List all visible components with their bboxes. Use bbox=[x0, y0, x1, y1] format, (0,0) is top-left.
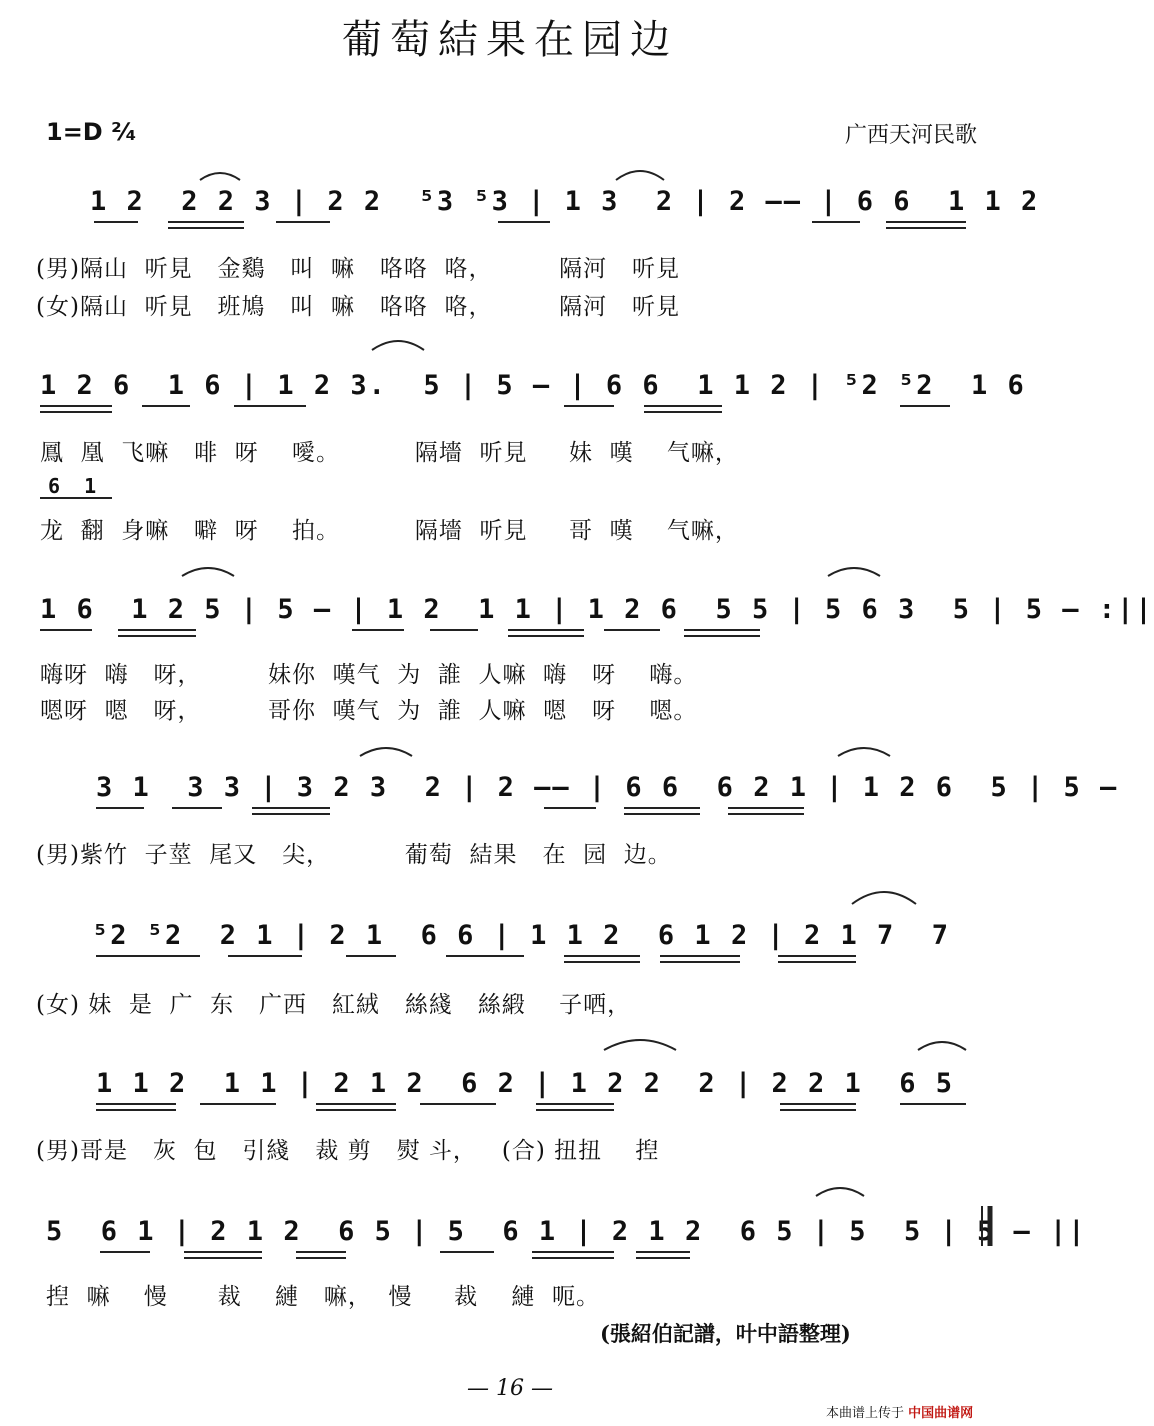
lyric-line-6: (男)哥是 灰 包 引綫 裁 剪 熨 斗， (合) 扭扭 揑 bbox=[36, 1138, 660, 1164]
key-signature: 1=D ²⁄₄ bbox=[46, 118, 137, 146]
notation-line-7: 5 6 1 | 2 1 2 6 5 | 5 6 1 | 2 1 2 6 5 | 5 5 | 5 — || bbox=[46, 1216, 1087, 1247]
transcription-credit: (張紹伯記譜，叶中語整理) bbox=[600, 1321, 851, 1346]
notation-line-2: 1 2 6 1 6 | 1 2 3. 5 | 5 — | 6 6 1 1 2 | ⁵2 ⁵2 1 6 bbox=[40, 370, 1026, 401]
footer-text: 本曲谱上传于 bbox=[826, 1406, 905, 1421]
variant-notes: 6 1 bbox=[48, 474, 97, 498]
notation-line-4: 3 1 3 3 | 3 2 3 2 | 2 —— | 6 6 6 2 1 | 1 2 6 5 | 5 — bbox=[96, 772, 1119, 803]
tie bbox=[852, 892, 916, 904]
notation-line-1: 1 2 2 2 3 | 2 2 ⁵3 ⁵3 | 1 3 2 | 2 —— | 6 6 1 1 2 bbox=[90, 186, 1040, 217]
footer-brand: 中国曲谱网 bbox=[908, 1406, 974, 1421]
tie bbox=[616, 171, 664, 180]
lyric-line-3a: 嗨呀 嗨 呀， 妹你 嘆气 为 誰 人嘛 嗨 呀 嗨。 bbox=[40, 662, 698, 688]
lyric-line-1a: (男)隔山 听見 金鷄 叫 嘛 咯咯 咯， 隔河 听見 bbox=[36, 256, 681, 282]
page-title: 葡萄結果在园边 bbox=[342, 17, 678, 63]
page-number: — 16 — bbox=[467, 1376, 553, 1401]
song-origin: 广西天河民歌 bbox=[845, 123, 978, 148]
tie bbox=[918, 1042, 966, 1050]
lyric-line-2b: 龙 翻 身嘛 噼 呀 拍。 隔墻 听見 哥 嘆 气嘛， bbox=[40, 518, 739, 544]
notation-line-6: 1 1 2 1 1 | 2 1 2 6 2 | 1 2 2 2 | 2 2 1 6 5 bbox=[96, 1068, 955, 1099]
notation-line-5: ⁵2 ⁵2 2 1 | 2 1 6 6 | 1 1 2 6 1 2 | 2 1 7 7 bbox=[92, 920, 951, 951]
tie bbox=[372, 341, 424, 350]
lyric-line-5: (女) 妹 是 广 东 广西 紅絨 絲綫 絲緞 子哂， bbox=[36, 992, 632, 1018]
lyric-line-1b: (女)隔山 听見 班鳩 叫 嘛 咯咯 咯， 隔河 听見 bbox=[36, 294, 681, 320]
tie bbox=[360, 748, 412, 756]
notation-line-3: 1 6 1 2 5 | 5 — | 1 2 1 1 | 1 2 6 5 5 | 5 6 3 5 | 5 — :|| bbox=[40, 594, 1154, 625]
tie bbox=[182, 568, 234, 576]
tie bbox=[838, 748, 890, 756]
lyric-line-3b: 嗯呀 嗯 呀， 哥你 嘆气 为 誰 人嘛 嗯 呀 嗯。 bbox=[40, 698, 698, 724]
lyric-line-7: 揑 嘛 慢 裁 縺 嘛， 慢 裁 縺 呃。 bbox=[46, 1284, 600, 1310]
tie bbox=[604, 1040, 676, 1050]
lyric-line-2a: 鳳 凰 飞嘛 啡 呀 噯。 隔墻 听見 妹 嘆 气嘛， bbox=[40, 440, 739, 466]
tie bbox=[816, 1188, 864, 1196]
tie bbox=[828, 568, 880, 576]
lyric-line-4: (男)紫竹 子莖 尾又 尖， 葡萄 結果 在 园 边。 bbox=[36, 842, 672, 868]
tie bbox=[200, 173, 240, 180]
